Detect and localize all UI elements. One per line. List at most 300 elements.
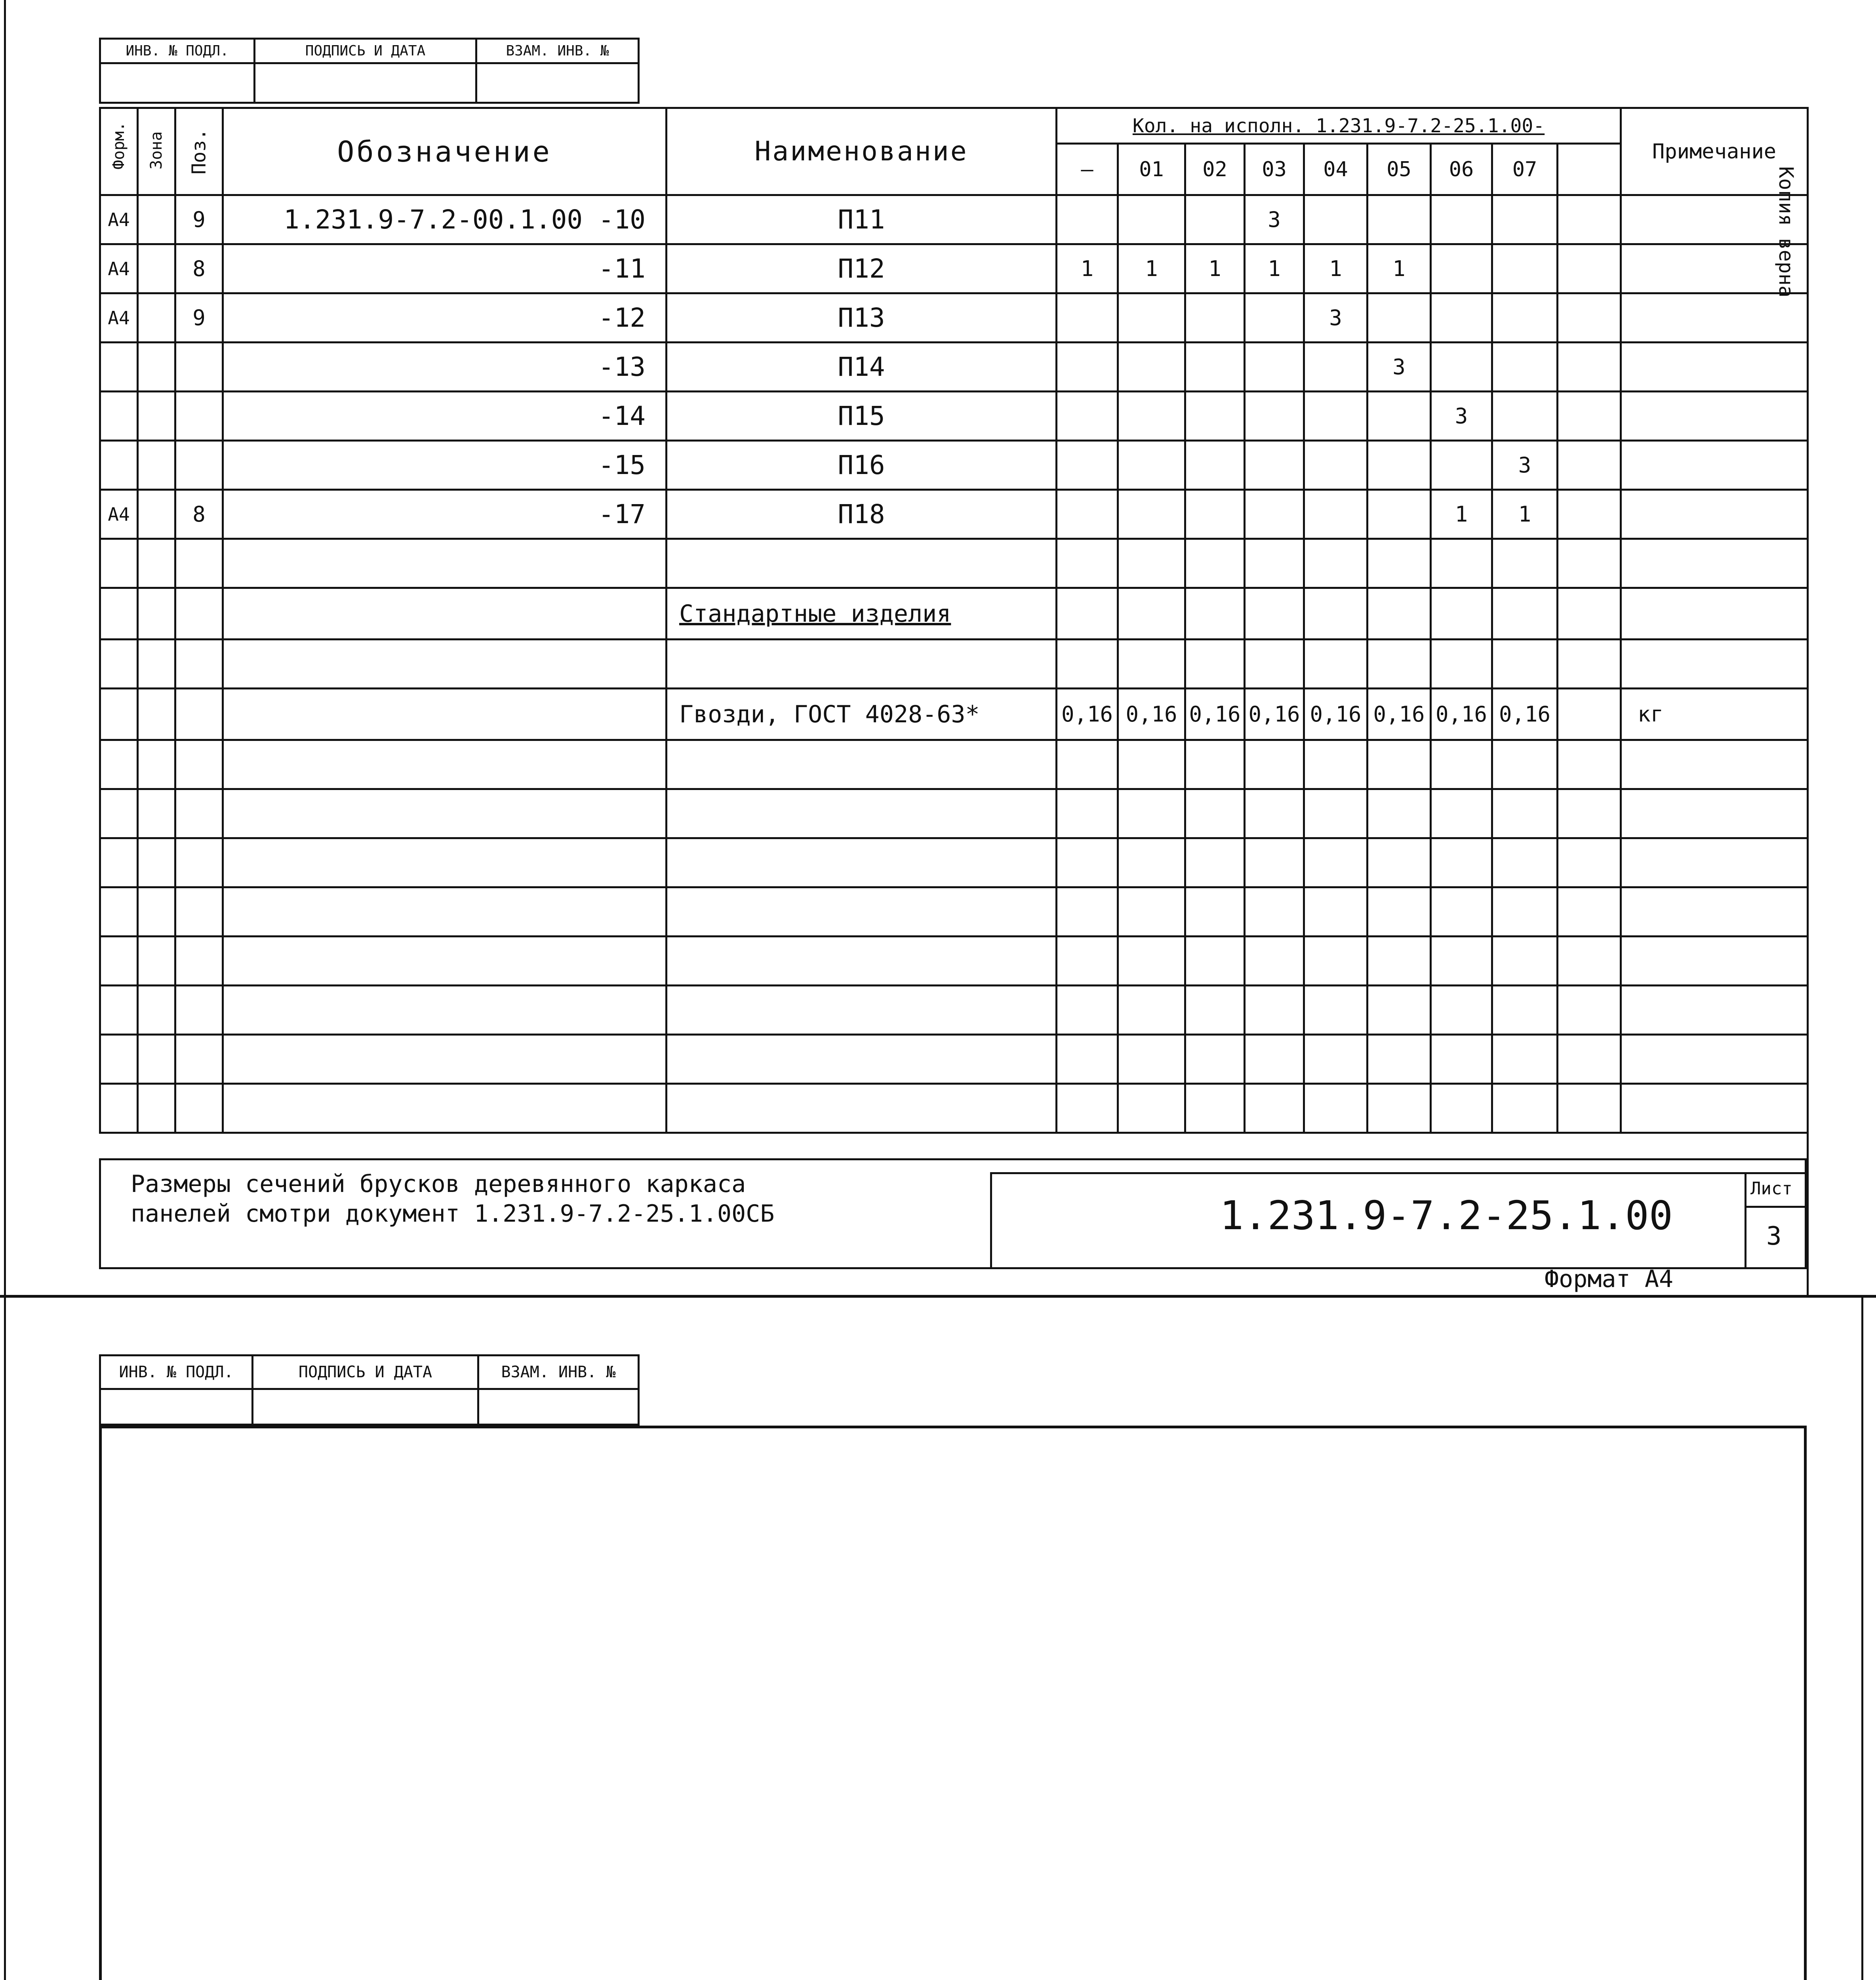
cell-zone xyxy=(138,838,175,887)
cell-qty xyxy=(1492,244,1558,293)
table-row xyxy=(100,588,1808,640)
cell-qty xyxy=(1245,640,1304,689)
cell-pos xyxy=(175,392,223,441)
header-qty-caption: Кол. на исполн. 1.231.9-7.2-25.1.00- xyxy=(1057,108,1621,144)
cell-qty xyxy=(1185,789,1245,838)
cell-name: П13 xyxy=(667,293,1057,343)
cell-note xyxy=(1621,588,1808,640)
cell-zone xyxy=(138,1084,175,1133)
cell-qty xyxy=(1057,490,1118,539)
cell-qty xyxy=(1118,640,1185,689)
cell-name xyxy=(667,1035,1057,1084)
cell-qty xyxy=(1185,640,1245,689)
cell-pos xyxy=(175,937,223,986)
cell-qty xyxy=(1185,539,1245,588)
header-pos xyxy=(175,108,223,195)
cell-qty xyxy=(1057,1084,1118,1133)
cell-name: Стандартные изделия xyxy=(667,588,1057,640)
specification-table xyxy=(99,107,1809,1134)
cell-note xyxy=(1621,392,1808,441)
stamp-bottom-col2: ПОДПИСЬ И ДАТА xyxy=(253,1356,478,1389)
cell-format xyxy=(100,887,138,937)
cell-designation xyxy=(223,838,667,887)
table-row xyxy=(100,740,1808,789)
cell-name xyxy=(667,937,1057,986)
cell-qty xyxy=(1558,838,1621,887)
cell-designation: -15 xyxy=(223,441,667,490)
cell-qty xyxy=(1492,937,1558,986)
cell-name xyxy=(667,1084,1057,1133)
cell-qty: 3 xyxy=(1492,441,1558,490)
header-variant: 01 xyxy=(1118,144,1185,195)
cell-pos: 9 xyxy=(175,195,223,244)
cell-qty: 0,16 xyxy=(1118,689,1185,740)
cell-designation xyxy=(223,937,667,986)
cell-format: А4 xyxy=(100,195,138,244)
header-designation: Обозначение xyxy=(223,108,667,195)
cell-designation xyxy=(223,1084,667,1133)
cell-name xyxy=(667,740,1057,789)
cell-qty xyxy=(1245,441,1304,490)
cell-zone xyxy=(138,244,175,293)
cell-qty xyxy=(1492,588,1558,640)
cell-qty xyxy=(1118,986,1185,1035)
cell-qty xyxy=(1057,392,1118,441)
stamp-bottom-col1: ИНВ. № ПОДЛ. xyxy=(100,1356,253,1389)
cell-qty xyxy=(1367,640,1431,689)
cell-qty xyxy=(1118,1035,1185,1084)
cell-qty xyxy=(1304,1084,1367,1133)
header-variant: 04 xyxy=(1304,144,1367,195)
sheet-number: 3 xyxy=(1766,1222,1782,1251)
cell-name xyxy=(667,887,1057,937)
cell-qty xyxy=(1057,986,1118,1035)
cell-note xyxy=(1621,293,1808,343)
stamp-top-col2: ПОДПИСЬ И ДАТА xyxy=(255,39,476,63)
cell-zone xyxy=(138,689,175,740)
cell-qty xyxy=(1245,937,1304,986)
cell-name: П18 xyxy=(667,490,1057,539)
cell-qty xyxy=(1431,1084,1492,1133)
cell-format xyxy=(100,689,138,740)
cell-format xyxy=(100,1084,138,1133)
stamp-bottom xyxy=(99,1354,640,1426)
cell-qty xyxy=(1492,343,1558,392)
table-row xyxy=(100,490,1808,539)
cell-qty xyxy=(1558,789,1621,838)
cell-qty xyxy=(1245,838,1304,887)
cell-pos xyxy=(175,838,223,887)
cell-qty: 1 xyxy=(1245,244,1304,293)
cell-qty xyxy=(1057,887,1118,937)
cell-qty: 3 xyxy=(1245,195,1304,244)
cell-qty xyxy=(1057,1035,1118,1084)
cell-qty xyxy=(1245,1084,1304,1133)
cell-pos xyxy=(175,1084,223,1133)
cell-qty xyxy=(1118,937,1185,986)
cell-name xyxy=(667,789,1057,838)
cell-qty xyxy=(1304,539,1367,588)
cell-designation xyxy=(223,539,667,588)
stamp-top-cell xyxy=(476,63,639,103)
cell-name: Гвозди, ГОСТ 4028-63* xyxy=(667,689,1057,740)
cell-qty xyxy=(1245,887,1304,937)
cell-qty xyxy=(1558,490,1621,539)
stamp-bottom-cell xyxy=(100,1389,253,1425)
cell-qty xyxy=(1185,195,1245,244)
table-row xyxy=(100,838,1808,887)
cell-designation: -12 xyxy=(223,293,667,343)
cell-qty: 0,16 xyxy=(1304,689,1367,740)
cell-qty xyxy=(1245,986,1304,1035)
cell-qty: 0,16 xyxy=(1185,689,1245,740)
sheet-label: Лист xyxy=(1750,1178,1792,1199)
cell-qty xyxy=(1431,789,1492,838)
stamp-bottom-col3: ВЗАМ. ИНВ. № xyxy=(478,1356,639,1389)
cell-note xyxy=(1621,640,1808,689)
header-name: Наименование xyxy=(667,108,1057,195)
header-variant: 07 xyxy=(1492,144,1558,195)
table-row xyxy=(100,343,1808,392)
cell-qty xyxy=(1492,838,1558,887)
cell-qty xyxy=(1304,838,1367,887)
cell-note xyxy=(1621,539,1808,588)
cell-qty xyxy=(1304,640,1367,689)
cell-designation: -11 xyxy=(223,244,667,293)
cell-note xyxy=(1621,838,1808,887)
cell-designation: 1.231.9-7.2-00.1.00 -10 xyxy=(223,195,667,244)
cell-qty xyxy=(1492,640,1558,689)
cell-designation xyxy=(223,588,667,640)
cell-pos: 8 xyxy=(175,244,223,293)
cell-format xyxy=(100,986,138,1035)
cell-qty xyxy=(1492,392,1558,441)
cell-pos xyxy=(175,441,223,490)
cell-qty xyxy=(1431,195,1492,244)
cell-qty xyxy=(1558,1035,1621,1084)
cell-pos xyxy=(175,986,223,1035)
cell-qty xyxy=(1492,195,1558,244)
cell-qty xyxy=(1558,588,1621,640)
cell-qty xyxy=(1558,441,1621,490)
stamp-top-col3: ВЗАМ. ИНВ. № xyxy=(476,39,639,63)
cell-qty: 0,16 xyxy=(1492,689,1558,740)
cell-qty xyxy=(1558,887,1621,937)
cell-qty xyxy=(1057,740,1118,789)
cell-note xyxy=(1621,1035,1808,1084)
cell-zone xyxy=(138,640,175,689)
cell-qty xyxy=(1245,588,1304,640)
cell-format xyxy=(100,539,138,588)
cell-note xyxy=(1621,490,1808,539)
side-stamp: Копия верна xyxy=(1775,166,1798,298)
cell-zone xyxy=(138,392,175,441)
cell-qty xyxy=(1558,539,1621,588)
cell-qty xyxy=(1367,539,1431,588)
cell-qty xyxy=(1118,1084,1185,1133)
cell-designation xyxy=(223,640,667,689)
cell-qty xyxy=(1367,1084,1431,1133)
cell-qty xyxy=(1558,937,1621,986)
cell-designation xyxy=(223,689,667,740)
cell-zone xyxy=(138,937,175,986)
cell-qty xyxy=(1118,838,1185,887)
cell-qty xyxy=(1558,986,1621,1035)
cell-qty xyxy=(1431,293,1492,343)
cell-qty xyxy=(1057,937,1118,986)
table-row xyxy=(100,937,1808,986)
cell-name: П14 xyxy=(667,343,1057,392)
cell-qty xyxy=(1304,740,1367,789)
header-variant xyxy=(1558,144,1621,195)
cell-pos xyxy=(175,887,223,937)
table-row xyxy=(100,293,1808,343)
cell-qty xyxy=(1367,838,1431,887)
left-edge-line xyxy=(4,1298,6,1980)
cell-qty: 1 xyxy=(1367,244,1431,293)
cell-qty xyxy=(1057,195,1118,244)
cell-qty xyxy=(1057,640,1118,689)
cell-qty xyxy=(1185,1084,1245,1133)
cell-qty xyxy=(1118,887,1185,937)
cell-qty xyxy=(1431,539,1492,588)
stamp-top-cell xyxy=(255,63,476,103)
cell-qty: 1 xyxy=(1057,244,1118,293)
format-label: Формат А4 xyxy=(1545,1265,1674,1293)
cell-name xyxy=(667,986,1057,1035)
table-row xyxy=(100,1035,1808,1084)
cell-qty xyxy=(1118,490,1185,539)
table-row xyxy=(100,689,1808,740)
cell-format xyxy=(100,740,138,789)
table-row xyxy=(100,789,1808,838)
cell-qty xyxy=(1304,1035,1367,1084)
cell-qty xyxy=(1558,689,1621,740)
cell-qty: 0,16 xyxy=(1245,689,1304,740)
cell-qty xyxy=(1492,1035,1558,1084)
cell-note xyxy=(1621,986,1808,1035)
cell-format xyxy=(100,343,138,392)
cell-qty xyxy=(1304,490,1367,539)
cell-qty xyxy=(1431,343,1492,392)
cell-zone xyxy=(138,441,175,490)
cell-qty xyxy=(1558,293,1621,343)
footnote-line1: Размеры сечений брусков деревянного каркаса xyxy=(131,1170,746,1198)
cell-designation xyxy=(223,887,667,937)
cell-name xyxy=(667,640,1057,689)
table-row xyxy=(100,539,1808,588)
cell-format xyxy=(100,640,138,689)
cell-pos: 9 xyxy=(175,293,223,343)
cell-note xyxy=(1621,343,1808,392)
cell-name: П11 xyxy=(667,195,1057,244)
cell-qty xyxy=(1558,640,1621,689)
cell-qty xyxy=(1304,392,1367,441)
cell-zone xyxy=(138,343,175,392)
table-row xyxy=(100,640,1808,689)
cell-qty xyxy=(1245,293,1304,343)
cell-qty xyxy=(1118,392,1185,441)
cell-format xyxy=(100,937,138,986)
left-edge-line xyxy=(4,0,6,1295)
cell-qty xyxy=(1304,789,1367,838)
cell-note xyxy=(1621,887,1808,937)
cell-qty xyxy=(1304,195,1367,244)
cell-qty xyxy=(1245,343,1304,392)
cell-qty xyxy=(1558,195,1621,244)
cell-qty xyxy=(1492,293,1558,343)
header-variant: – xyxy=(1057,144,1118,195)
cell-qty xyxy=(1431,1035,1492,1084)
cell-note xyxy=(1621,441,1808,490)
cell-format: А4 xyxy=(100,293,138,343)
cell-designation xyxy=(223,1035,667,1084)
cell-pos xyxy=(175,588,223,640)
cell-qty xyxy=(1492,986,1558,1035)
cell-qty xyxy=(1367,441,1431,490)
cell-qty xyxy=(1431,588,1492,640)
cell-qty xyxy=(1431,640,1492,689)
cell-qty xyxy=(1492,740,1558,789)
cell-qty xyxy=(1367,588,1431,640)
cell-qty xyxy=(1245,1035,1304,1084)
cell-qty xyxy=(1431,838,1492,887)
cell-designation xyxy=(223,740,667,789)
cell-qty xyxy=(1367,293,1431,343)
cell-name: П15 xyxy=(667,392,1057,441)
cell-zone xyxy=(138,887,175,937)
cell-format: А4 xyxy=(100,244,138,293)
cell-zone xyxy=(138,490,175,539)
cell-qty xyxy=(1185,490,1245,539)
cell-qty xyxy=(1057,789,1118,838)
cell-name: П16 xyxy=(667,441,1057,490)
table-row xyxy=(100,986,1808,1035)
header-zone xyxy=(138,108,175,195)
cell-qty xyxy=(1558,343,1621,392)
cell-qty xyxy=(1431,740,1492,789)
table-row xyxy=(100,392,1808,441)
header-pos-text: Поз. xyxy=(188,128,210,174)
cell-note xyxy=(1621,789,1808,838)
cell-name xyxy=(667,838,1057,887)
cell-zone xyxy=(138,986,175,1035)
cell-pos xyxy=(175,1035,223,1084)
header-variant: 02 xyxy=(1185,144,1245,195)
cell-designation: -17 xyxy=(223,490,667,539)
cell-qty xyxy=(1431,986,1492,1035)
cell-designation xyxy=(223,986,667,1035)
stamp-bottom-cell xyxy=(253,1389,478,1425)
cell-format xyxy=(100,588,138,640)
sheet-divider-line xyxy=(0,1295,1876,1298)
footnote-line2: панелей смотри документ 1.231.9-7.2-25.1.00СБ xyxy=(131,1200,775,1228)
cell-designation: -13 xyxy=(223,343,667,392)
cell-designation: -14 xyxy=(223,392,667,441)
cell-qty: 0,16 xyxy=(1057,689,1118,740)
cell-qty xyxy=(1245,539,1304,588)
cell-qty xyxy=(1431,441,1492,490)
cell-qty xyxy=(1185,838,1245,887)
cell-qty xyxy=(1185,343,1245,392)
cell-qty xyxy=(1492,887,1558,937)
cell-format xyxy=(100,838,138,887)
cell-format xyxy=(100,789,138,838)
cell-qty xyxy=(1185,937,1245,986)
cell-qty xyxy=(1431,244,1492,293)
cell-zone xyxy=(138,588,175,640)
cell-qty xyxy=(1057,539,1118,588)
sheet-cell-divider xyxy=(1745,1206,1807,1208)
cell-qty xyxy=(1245,392,1304,441)
cell-qty xyxy=(1057,838,1118,887)
cell-pos xyxy=(175,343,223,392)
blank-drawing-frame xyxy=(99,1426,1807,1980)
cell-note xyxy=(1621,740,1808,789)
cell-qty xyxy=(1558,1084,1621,1133)
cell-format xyxy=(100,441,138,490)
cell-qty xyxy=(1057,441,1118,490)
header-variant: 06 xyxy=(1431,144,1492,195)
stamp-bottom-cell xyxy=(478,1389,639,1425)
cell-qty xyxy=(1118,195,1185,244)
cell-name xyxy=(667,539,1057,588)
cell-qty: 1 xyxy=(1492,490,1558,539)
cell-note xyxy=(1621,937,1808,986)
cell-qty xyxy=(1245,789,1304,838)
cell-designation xyxy=(223,789,667,838)
header-variant: 05 xyxy=(1367,144,1431,195)
cell-qty xyxy=(1057,588,1118,640)
cell-qty xyxy=(1304,441,1367,490)
cell-note xyxy=(1621,1084,1808,1133)
cell-qty xyxy=(1304,343,1367,392)
cell-qty xyxy=(1367,887,1431,937)
cell-qty xyxy=(1492,539,1558,588)
table-row xyxy=(100,441,1808,490)
cell-qty xyxy=(1367,490,1431,539)
cell-qty xyxy=(1118,740,1185,789)
right-edge-line xyxy=(1861,1298,1863,1980)
cell-qty xyxy=(1185,887,1245,937)
cell-qty: 3 xyxy=(1431,392,1492,441)
cell-qty xyxy=(1118,441,1185,490)
cell-qty xyxy=(1367,789,1431,838)
cell-qty xyxy=(1558,392,1621,441)
cell-qty xyxy=(1185,588,1245,640)
cell-qty xyxy=(1185,1035,1245,1084)
cell-qty xyxy=(1057,343,1118,392)
cell-qty xyxy=(1185,740,1245,789)
cell-qty xyxy=(1185,392,1245,441)
header-note: Примечание xyxy=(1621,108,1808,195)
stamp-top-col1: ИНВ. № ПОДЛ. xyxy=(100,39,255,63)
cell-qty xyxy=(1185,986,1245,1035)
cell-qty xyxy=(1431,937,1492,986)
cell-qty xyxy=(1492,1084,1558,1133)
cell-qty xyxy=(1367,392,1431,441)
cell-qty: 3 xyxy=(1367,343,1431,392)
cell-pos xyxy=(175,740,223,789)
cell-qty: 3 xyxy=(1304,293,1367,343)
header-variant: 03 xyxy=(1245,144,1304,195)
cell-name: П12 xyxy=(667,244,1057,293)
cell-zone xyxy=(138,789,175,838)
cell-qty xyxy=(1118,293,1185,343)
cell-pos xyxy=(175,689,223,740)
cell-note: кг xyxy=(1621,689,1808,740)
cell-qty xyxy=(1304,937,1367,986)
